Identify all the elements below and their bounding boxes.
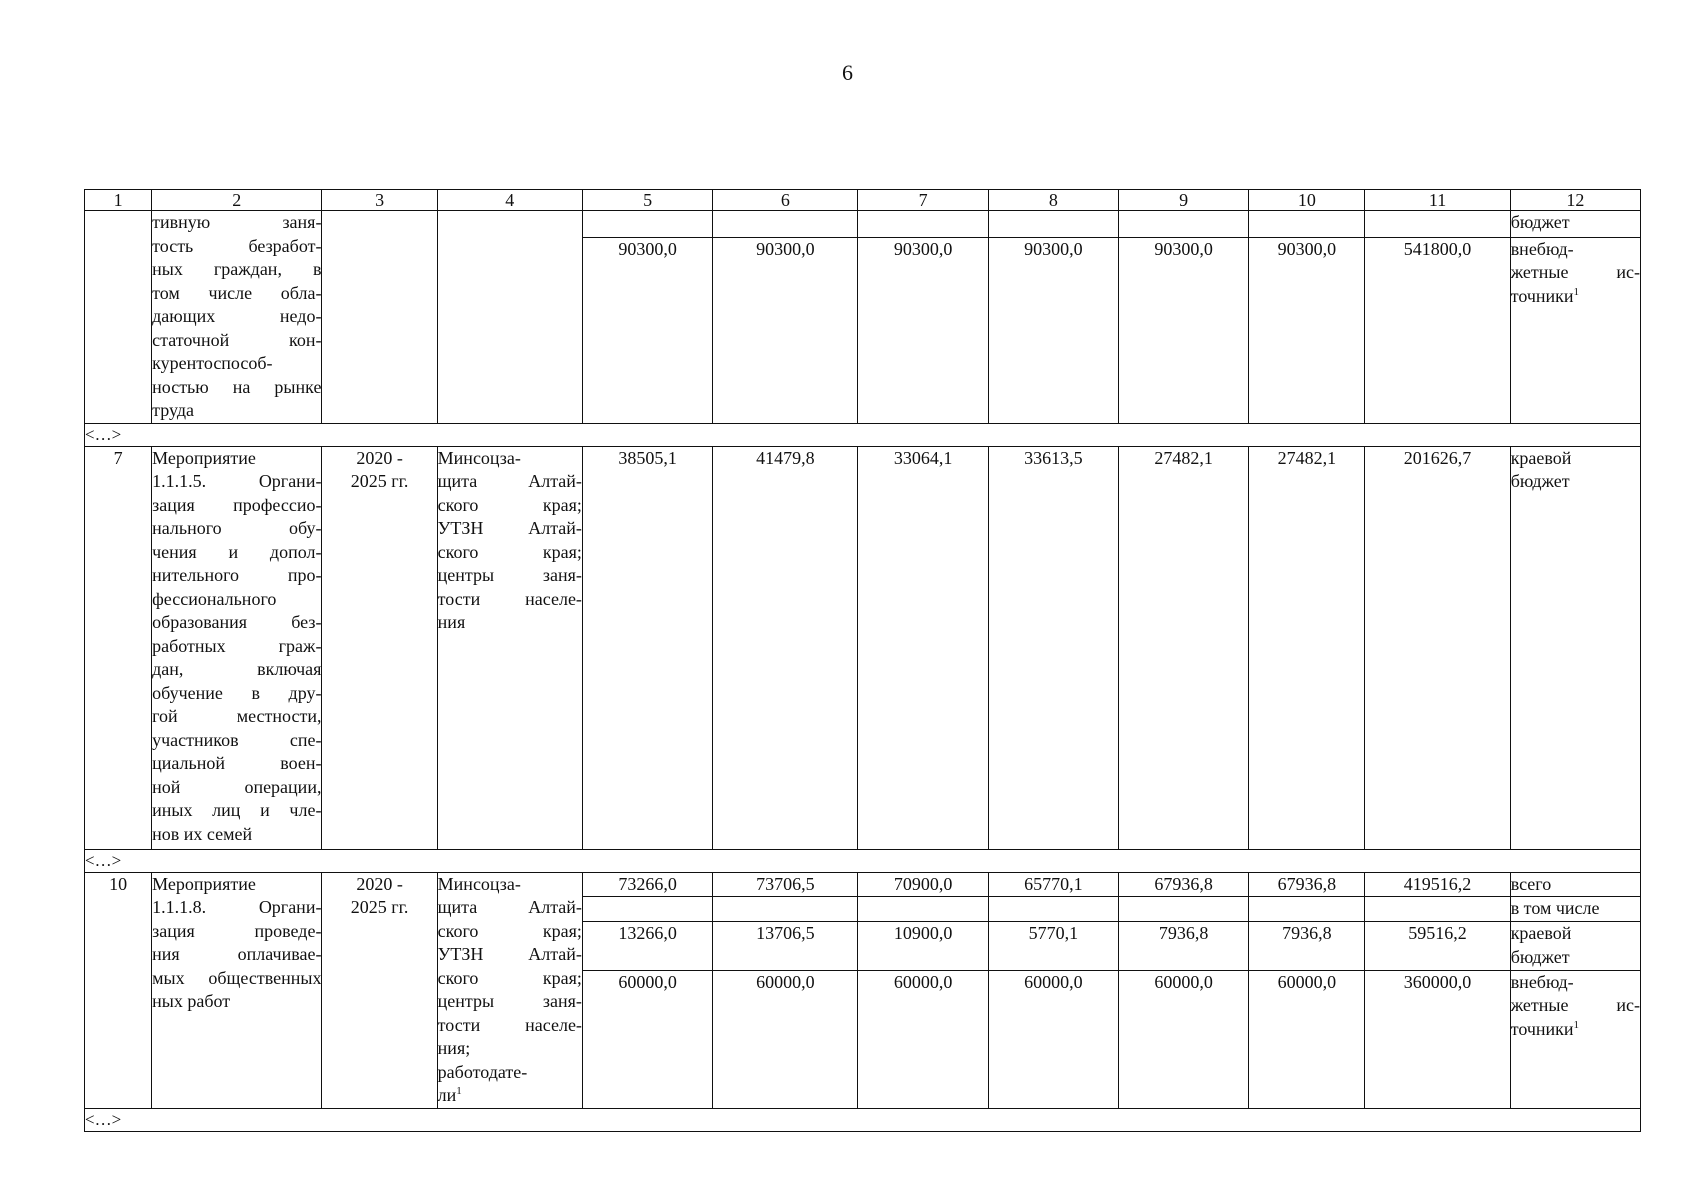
text-line: нительного про-	[152, 565, 322, 585]
column-header-3: 3	[322, 190, 437, 211]
value-col-8: 5770,1	[988, 922, 1118, 971]
text-line: фессионального	[152, 588, 277, 609]
value-col-6: 13706,5	[713, 922, 858, 971]
funding-source	[1510, 211, 1640, 238]
value-col-10: 27482,1	[1249, 446, 1365, 849]
value-col-5: 90300,0	[582, 237, 712, 423]
column-header-8: 8	[988, 190, 1118, 211]
value-col-11: 59516,2	[1365, 922, 1510, 971]
row-continued-sub-0	[85, 211, 1641, 238]
funding-source	[1510, 446, 1640, 849]
value-col-5	[582, 897, 712, 922]
value-col-7: 33064,1	[858, 446, 988, 849]
text-line: щита Алтай-	[437, 471, 582, 491]
value-col-5: 60000,0	[582, 970, 712, 1108]
header-row	[85, 190, 1641, 211]
text-line: тости населе-	[437, 1014, 582, 1035]
text-line: ной операции,	[152, 776, 322, 797]
value-col-9: 90300,0	[1118, 237, 1248, 423]
text-line: иных лиц и чле-	[152, 800, 322, 820]
row-10-sub-0	[85, 872, 1641, 897]
value-col-11	[1365, 211, 1510, 238]
footnote-mark: 1	[1573, 1018, 1580, 1031]
value-col-11: 360000,0	[1365, 970, 1510, 1108]
text-line: точники$^1$	[1510, 285, 1580, 306]
executor	[437, 211, 582, 424]
value-col-9	[1118, 897, 1248, 922]
value-col-9: 67936,8	[1118, 872, 1248, 897]
gap-marker: <…>	[85, 1108, 1641, 1131]
value-col-8: 60000,0	[988, 970, 1118, 1108]
text-line: ния	[437, 612, 466, 632]
text-line: точники$^1$	[1510, 1018, 1580, 1039]
row-number	[85, 211, 152, 424]
value-col-10	[1249, 897, 1365, 922]
executor	[437, 872, 582, 1108]
text-line: дан, включая	[152, 659, 322, 679]
text-line: мых общественных	[152, 967, 322, 988]
value-col-6	[713, 897, 858, 922]
value-col-6: 90300,0	[713, 237, 858, 423]
text-line: Мероприятие	[152, 447, 256, 468]
funding-source	[1510, 970, 1640, 1108]
value-col-9: 7936,8	[1118, 922, 1248, 971]
text-line: образования без-	[152, 612, 322, 632]
period-line: 2025 гг.	[350, 897, 409, 917]
page-number: 6	[842, 60, 853, 85]
period	[322, 211, 437, 424]
column-header-6: 6	[713, 190, 858, 211]
text-line: обучение в дру-	[152, 682, 322, 703]
gap-row	[85, 1108, 1641, 1131]
text-line: зация проведе-	[152, 920, 322, 941]
text-line: статочной кон-	[152, 329, 322, 350]
column-header-5: 5	[582, 190, 712, 211]
text-line: бюджет	[1510, 946, 1570, 967]
text-line: труда	[152, 400, 194, 420]
text-line: ского края;	[437, 541, 582, 562]
value-col-10: 67936,8	[1249, 872, 1365, 897]
value-col-9	[1118, 211, 1248, 238]
text-line: всего	[1510, 873, 1552, 894]
column-header-9: 9	[1118, 190, 1248, 211]
value-col-6	[713, 211, 858, 238]
value-col-8	[988, 897, 1118, 922]
gap-row	[85, 849, 1641, 872]
value-col-7	[858, 211, 988, 238]
row-7-sub-0	[85, 446, 1641, 849]
text-line: ского края;	[437, 920, 582, 941]
budget-table	[84, 189, 1641, 1132]
footnote-mark: 1	[1573, 285, 1580, 298]
text-line: курентоспособ-	[152, 353, 273, 373]
column-header-4: 4	[437, 190, 582, 211]
funding-source	[1510, 872, 1640, 897]
value-col-9: 27482,1	[1118, 446, 1248, 849]
text-line: УТЗН Алтай-	[437, 944, 582, 964]
period-line: 2025 гг.	[350, 471, 409, 491]
text-line: центры заня-	[437, 565, 582, 585]
text-line: тивную заня-	[152, 212, 322, 232]
text-line: циальной воен-	[152, 753, 322, 773]
period-line: 2020 -	[356, 447, 403, 468]
value-col-6: 73706,5	[713, 872, 858, 897]
gap-marker: <…>	[85, 849, 1641, 872]
text-line: участников спе-	[152, 729, 322, 750]
value-col-7: 70900,0	[858, 872, 988, 897]
row-number: 10	[85, 872, 152, 1108]
value-col-10: 90300,0	[1249, 237, 1365, 423]
value-col-10: 7936,8	[1249, 922, 1365, 971]
text-line: тости населе-	[437, 588, 582, 609]
column-header-10: 10	[1249, 190, 1365, 211]
text-line: тость безработ-	[152, 235, 322, 256]
text-line: ского края;	[437, 967, 582, 988]
value-col-10	[1249, 211, 1365, 238]
text-line: том числе обла-	[152, 282, 322, 303]
column-header-7: 7	[858, 190, 988, 211]
column-header-12: 12	[1510, 190, 1640, 211]
period	[322, 872, 437, 1108]
text-line: щита Алтай-	[437, 897, 582, 917]
row-number: 7	[85, 446, 152, 849]
value-col-8	[988, 211, 1118, 238]
column-header-2: 2	[152, 190, 322, 211]
value-col-11: 541800,0	[1365, 237, 1510, 423]
event-description	[152, 872, 322, 1108]
text-line: бюджет	[1510, 212, 1570, 232]
value-col-5: 13266,0	[582, 922, 712, 971]
value-col-7: 90300,0	[858, 237, 988, 423]
value-col-6: 41479,8	[713, 446, 858, 849]
text-line: Мероприятие	[152, 873, 256, 894]
text-line: бюджет	[1510, 471, 1570, 491]
value-col-5	[582, 211, 712, 238]
event-description	[152, 211, 322, 424]
text-line: центры заня-	[437, 991, 582, 1011]
text-line: в том числе	[1510, 898, 1600, 919]
value-col-7	[858, 897, 988, 922]
text-line: ния оплачивае-	[152, 944, 322, 964]
value-col-10: 60000,0	[1249, 970, 1365, 1108]
period	[322, 446, 437, 849]
text-line: внебюд-	[1510, 238, 1574, 259]
text-line: ского края;	[437, 494, 582, 515]
text-line: нального обу-	[152, 518, 322, 538]
text-line: работных граж-	[152, 635, 322, 656]
value-col-5: 73266,0	[582, 872, 712, 897]
funding-source	[1510, 237, 1640, 423]
value-col-11	[1365, 897, 1510, 922]
text-line: жетные ис-	[1510, 995, 1640, 1016]
column-header-1: 1	[85, 190, 152, 211]
text-line: гой местности,	[152, 706, 322, 726]
text-line: ностью на рынке	[152, 376, 322, 397]
value-col-7: 60000,0	[858, 970, 988, 1108]
text-line: дающих недо-	[152, 306, 322, 326]
text-line: 1.1.1.8. Органи-	[152, 897, 322, 917]
funding-source	[1510, 897, 1640, 922]
value-col-6: 60000,0	[713, 970, 858, 1108]
text-line: краевой	[1510, 923, 1572, 944]
funding-source	[1510, 922, 1640, 971]
text-line: ных работ	[152, 991, 231, 1011]
value-col-8: 90300,0	[988, 237, 1118, 423]
period-line: 2020 -	[356, 873, 403, 894]
executor	[437, 446, 582, 849]
text-line: 1.1.1.5. Органи-	[152, 471, 322, 491]
text-line: нов их семей	[152, 823, 253, 844]
text-line: Минсоцза-	[437, 873, 521, 894]
text-line: жетные ис-	[1510, 262, 1640, 283]
value-col-11: 201626,7	[1365, 446, 1510, 849]
gap-marker: <…>	[85, 423, 1641, 446]
column-header-11: 11	[1365, 190, 1510, 211]
footnote-mark: 1	[456, 1085, 462, 1097]
text-line: ных граждан, в	[152, 259, 322, 279]
text-line: Минсоцза-	[437, 447, 521, 468]
text-line: краевой	[1510, 447, 1572, 468]
value-col-8: 65770,1	[988, 872, 1118, 897]
text-line: работодате-	[437, 1061, 528, 1082]
value-col-5: 38505,1	[582, 446, 712, 849]
text-line: УТЗН Алтай-	[437, 518, 582, 538]
value-col-8: 33613,5	[988, 446, 1118, 849]
text-line: внебюд-	[1510, 971, 1574, 992]
text-line: ния;	[437, 1038, 471, 1058]
value-col-11: 419516,2	[1365, 872, 1510, 897]
value-col-9: 60000,0	[1118, 970, 1248, 1108]
event-description	[152, 446, 322, 849]
text-line: $ли^1$	[437, 1085, 462, 1105]
value-col-7: 10900,0	[858, 922, 988, 971]
text-line: чения и допол-	[152, 541, 322, 562]
gap-row	[85, 423, 1641, 446]
text-line: зация профессио-	[152, 494, 322, 515]
